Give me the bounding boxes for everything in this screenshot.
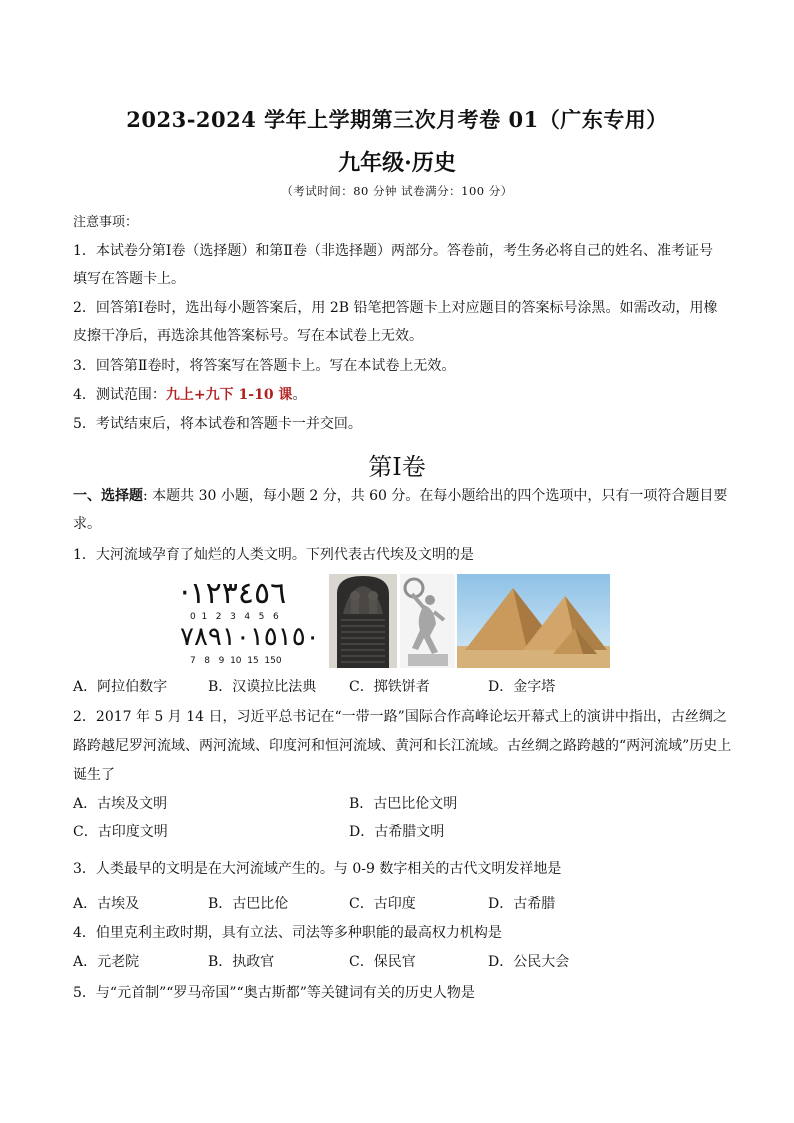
q4-option-a[interactable]: A．元老院 <box>73 954 140 970</box>
note-4-scope: 九上+九下 1-10 课 <box>165 387 293 403</box>
q3-option-a[interactable]: A．古埃及 <box>73 896 140 912</box>
q4-option-d[interactable]: D．公民大会 <box>488 954 570 970</box>
section-instruction-2: 求。 <box>73 516 101 532</box>
q3-option-d[interactable]: D．古希腊 <box>488 896 556 912</box>
q3-stem: 3．人类最早的文明是在大河流域产生的。与 0-9 数字相关的古代文明发祥地是 <box>73 861 562 877</box>
q2-option-c[interactable]: C．古印度文明 <box>73 824 168 840</box>
q2-line-2: 路跨越尼罗河流域、两河流域、印度河和恒河流域、黄河和长江流域。古丝绸之路跨越的“两河流域”历史上 <box>73 738 732 754</box>
numerals-bottom: ٧٨٩١٠١٥١٥٠ <box>180 622 320 652</box>
exam-subtitle: 九年级·历史 <box>338 150 456 176</box>
pyramids-image <box>457 574 610 668</box>
arabic-numerals-image <box>178 574 326 668</box>
notes-heading: 注意事项： <box>73 215 139 230</box>
q3-option-b[interactable]: B．古巴比伦 <box>208 896 289 912</box>
hammurabi-stele-image <box>329 574 397 668</box>
q1-stem: 1．大河流域孕育了灿烂的人类文明。下列代表古代埃及文明的是 <box>73 547 474 563</box>
discobolus-image <box>400 574 455 668</box>
q1-option-b[interactable]: B．汉谟拉比法典 <box>208 679 317 695</box>
q1-option-d[interactable]: D．金字塔 <box>488 679 556 695</box>
note-4-prefix: 4．测试范围： <box>73 387 166 403</box>
q1-option-a[interactable]: A．阿拉伯数字 <box>73 679 168 695</box>
q5-stem: 5．与“元首制”“罗马帝国”“奥古斯都”等关键词有关的历史人物是 <box>73 985 475 1001</box>
note-2b: 皮擦干净后，再选涂其他答案标号。写在本试卷上无效。 <box>73 328 423 344</box>
note-2a: 2．回答第Ⅰ卷时，选出每小题答案后，用 2B 铅笔把答题卡上对应题目的答案标号涂黑。如需改动，用橡 <box>73 300 718 316</box>
exam-title: 2023-2024 学年上学期第三次月考卷 01（广东专用） <box>126 107 668 132</box>
q1-option-c[interactable]: C．掷铁饼者 <box>349 679 430 695</box>
q1-image-row <box>178 574 610 668</box>
note-3: 3．回答第Ⅱ卷时，将答案写在答题卡上。写在本试卷上无效。 <box>73 358 456 374</box>
section-instruction-prefix: 一、选择题 <box>73 488 143 504</box>
q2-option-a[interactable]: A．古埃及文明 <box>73 796 168 812</box>
note-4 <box>73 385 306 405</box>
numerals-bottom-latin: 7 8 9 10 15 150 <box>190 656 282 666</box>
exam-info: （考试时间：80 分钟 试卷满分：100 分） <box>281 184 513 198</box>
q2-line-3: 诞生了 <box>73 767 115 783</box>
note-1b: 填写在答题卡上。 <box>73 271 185 287</box>
q2-line-1: 2．2017 年 5 月 14 日，习近平总书记在“一带一路”国际合作高峰论坛开幕式上的演讲中指出，古丝绸之 <box>73 709 727 725</box>
q4-option-c[interactable]: C．保民官 <box>349 954 416 970</box>
section-instruction-1 <box>73 486 727 506</box>
q3-option-c[interactable]: C．古印度 <box>349 896 416 912</box>
note-4-suffix: 。 <box>292 387 307 403</box>
q4-stem: 4．伯里克利主政时期，具有立法、司法等多种职能的最高权力机构是 <box>73 925 502 941</box>
note-5: 5．考试结束后，将本试卷和答题卡一并交回。 <box>73 416 362 432</box>
section-title: 第Ⅰ卷 <box>368 453 426 481</box>
numerals-top: ·١٢٣٤٥٦ <box>180 576 287 611</box>
q2-option-b[interactable]: B．古巴比伦文明 <box>349 796 458 812</box>
numerals-top-latin: 0 1 2 3 4 5 6 <box>190 612 279 622</box>
note-1a: 1．本试卷分第Ⅰ卷（选择题）和第Ⅱ卷（非选择题）两部分。答卷前，考生务必将自己的姓名、准考证号 <box>73 243 713 259</box>
q2-option-d[interactable]: D．古希腊文明 <box>349 824 445 840</box>
section-instruction-text: : 本题共 30 小题，每小题 2 分，共 60 分。在每小题给出的四个选项中，只有一项符合题目要 <box>143 488 728 504</box>
q4-option-b[interactable]: B．执政官 <box>208 954 275 970</box>
